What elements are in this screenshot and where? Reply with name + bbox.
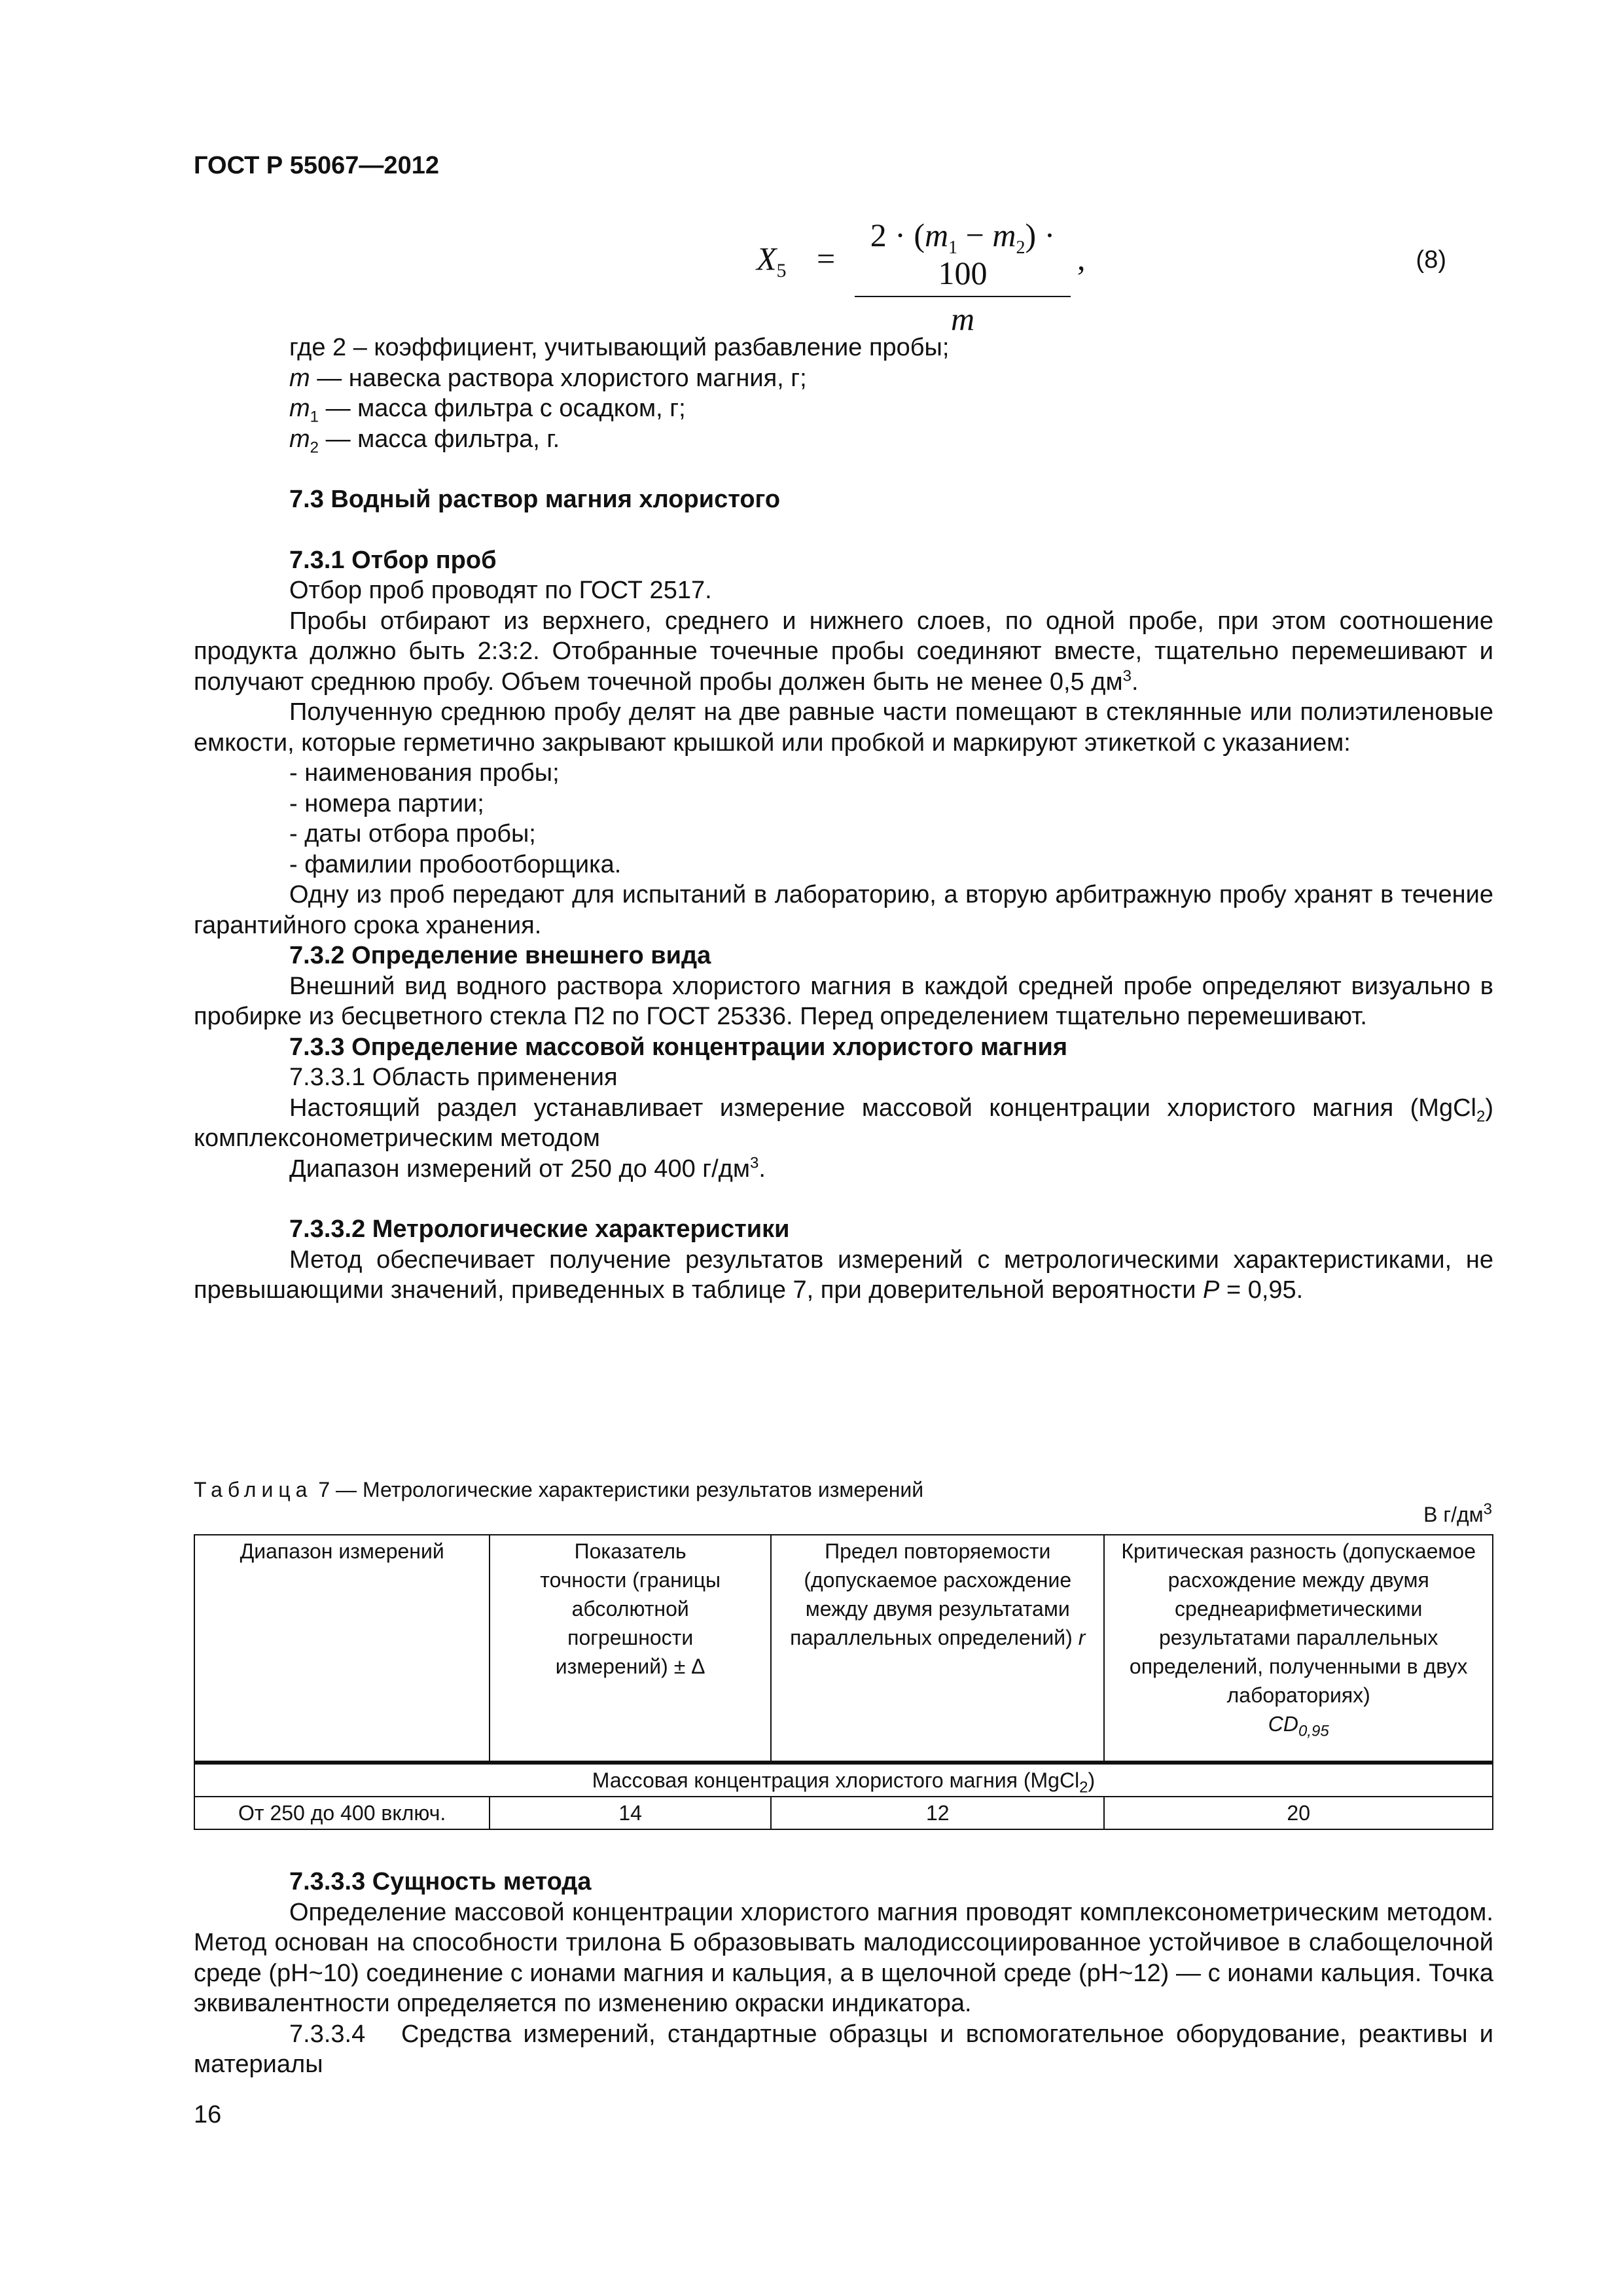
section-heading: 7.3.3.3 Сущность метода bbox=[289, 1868, 592, 1895]
section-heading: 7.3.1 Отбор проб bbox=[289, 546, 497, 574]
formula-equals: = bbox=[817, 240, 836, 277]
list-item: - номера партии; bbox=[289, 789, 484, 817]
header-accuracy: Показатель точности (границы абсолютной погрешности измерений) ± Δ bbox=[490, 1535, 771, 1763]
table-row bbox=[194, 1797, 1493, 1829]
header-repeatability: Предел повторяемости (допускаемое расхождение между двумя результатами параллельных определений) r bbox=[771, 1535, 1104, 1763]
paragraph: Пробы отбирают из верхнего, среднего и нижнего слоев, по одной пробе, при этом соотношение продукта должно быть 2:3:2. Отобранные точечные пробы соединяют вместе, тщательно перемешивают и получают среднюю пробу. Объем точечной пробы должен быть не менее 0,5 $дм^3$. bbox=[194, 607, 1493, 696]
cell-delta: 14 bbox=[490, 1797, 771, 1829]
section-heading: 7.3.3 Определение массовой концентрации хлористого магния bbox=[289, 1033, 1068, 1061]
formula-fraction bbox=[855, 216, 1071, 338]
table-caption: Таблица 7 — Метрологические характеристики результатов измерений bbox=[194, 1478, 924, 1501]
table-group-row bbox=[194, 1763, 1493, 1797]
section-heading: 7.3 Водный раствор магния хлористого bbox=[289, 486, 781, 513]
table-units: В $г/дм^3$ bbox=[1423, 1500, 1492, 1526]
paragraph: 7.3.3.4 Средства измерений, стандартные образцы и вспомогательное оборудование, реактивы и материалы bbox=[194, 2020, 1501, 2078]
main-text bbox=[194, 332, 1493, 1306]
where-line: $m_1$ — масса фильтра с осадком, г; bbox=[289, 395, 686, 426]
main-text-continued bbox=[194, 1867, 1501, 2080]
paragraph: Полученную среднюю пробу делят на две равные части помещают в стеклянные или полиэтиленовые емкости, которые герметично закрывают крышкой или пробкой и маркируют этикеткой с указанием: bbox=[194, 698, 1493, 757]
formula-numerator: $2 \cdot (m_1 - m_2) \cdot 100$ bbox=[855, 216, 1071, 297]
where-line: $m_2$ — масса фильтра, г. bbox=[289, 425, 560, 457]
header-critical-difference: Критическая разность (допускаемое расхождение между двумя среднеарифметическими результатами параллельных определений, полученными в двух лабораториях) $CD_{0,95}$ bbox=[1104, 1535, 1493, 1763]
where-line: где 2 – коэффициент, учитывающий разбавление пробы; bbox=[289, 334, 950, 361]
page-number: 16 bbox=[194, 2101, 222, 2128]
paragraph: Определение массовой концентрации хлористого магния проводят комплексонометрическим методом. Метод основан на способности трилона Б образовывать малодиссоциированное устойчивое в слабощелочной среде (pH~10) соединение с ионами магния и кальция, а в щелочной среде (pH~12) — с ионами кальция. Точка эквивалентности определяется по изменению окраски индикатора. bbox=[194, 1898, 1493, 2017]
paragraph: Настоящий раздел устанавливает измерение массовой концентрации хлористого магния (MgCl$_2$) комплексонометрическим методом bbox=[194, 1094, 1493, 1152]
paragraph: Внешний вид водного раствора хлористого магния в каждой средней пробе определяют визуально в пробирке из бесцветного стекла П2 по ГОСТ 25336. Перед определением тщательно перемешивают. bbox=[194, 972, 1493, 1030]
paragraph: Отбор проб проводят по ГОСТ 2517. bbox=[289, 577, 712, 604]
cell-r: 12 bbox=[771, 1797, 1104, 1829]
paragraph: Одну из проб передают для испытаний в лабораторию, а вторую арбитражную пробу хранят в течение гарантийного срока хранения. bbox=[194, 881, 1493, 939]
header-range: Диапазон измерений bbox=[194, 1535, 490, 1763]
section-heading: 7.3.2 Определение внешнего вида bbox=[289, 942, 711, 969]
list-item: - наименования пробы; bbox=[289, 759, 560, 787]
paragraph: Диапазон измерений от 250 до 400 $г/дм^3$. bbox=[289, 1153, 766, 1183]
list-item: - даты отбора пробы; bbox=[289, 820, 536, 848]
group-label: Массовая концентрация хлористого магния (MgCl$_2$) bbox=[194, 1763, 1493, 1797]
formula-number: (8) bbox=[1416, 246, 1446, 274]
table-header-row bbox=[194, 1535, 1493, 1763]
section-heading: 7.3.3.2 Метрологические характеристики bbox=[289, 1215, 790, 1243]
cell-range: От 250 до 400 включ. bbox=[194, 1797, 490, 1829]
cell-cd: 20 bbox=[1104, 1797, 1493, 1829]
document-page: ГОСТ Р 55067—2012 $X_5$ = $\frac{2 \cdot (m_1 - m_2) \cdot 100}{m}$ , (8) где 2 – коэффициент, учитывающий разбавление пробы; m — навеска раствора хлористого магния, г; $m_1$ — масса фильтра с осадком, г; $m_2$ — масса фильтра, г. 7.3 Водный раствор магния хлористого 7.3.1 Отбор проб Отбор проб проводят по ГОСТ 2517. Пробы отбирают из верхнего, среднего и нижнего слоев, по одной пробе, при этом соотношение продукта должно быть 2:3:2. Отобранные точечные пробы соединяют вместе, тщательно перемешивают и получают среднюю пробу. Объем точечной пробы должен быть не менее 0,5 $дм^3$. Полученную среднюю пробу делят на две равные части помещают в стеклянные или полиэтиленовые емкости, которые герметично закрывают крышкой или пробкой и маркируют этикеткой с указанием: - наименования пробы; - номера партии; - даты отбора пробы; - фамилии пробоотборщика. Одну из проб передают для испытаний в лабораторию, а вторую арбитражную пробу хранят в течение гарантийного срока хранения. 7.3.2 Определение внешнего вида Внешний вид водного раствора хлористого магния в каждой средней пробе определяют визуально в пробирке из бесцветного стекла П2 по ГОСТ 25336. Перед определением тщательно перемешивают. 7.3.3 Определение массовой концентрации хлористого магния 7.3.3.1 Область применения Настоящий раздел устанавливает измерение массовой концентрации хлористого магния (MgCl$_2$) комплексонометрическим методом Диапазон измерений от 250 до 400 $г/дм^3$. 7.3.3.2 Метрологические характеристики Метод обеспечивает получение результатов измерений с метрологическими характеристиками, не превышающими значений, приведенных в таблице 7, при доверительной вероятности P = 0,95. Таблица 7 — Метрологические характеристики результатов измерений В $г/дм^3$ Диапазон измерений Показатель точности (границы абсолютной погрешности измерений) ± Δ Предел повторяемости (допускаемое расхождение между двумя результатами параллельных определений) r Критическая разность (допускаемое расхождение между двумя среднеарифметическими результатами параллельных определений, полученными в двух лабораториях) $CD_{0,95}$ Массовая концентрация хлористого магния (MgCl$_2$) От 250 до 400 включ. 14 12 20 7.3.3.3 Сущность метода Определение массовой концентрации хлористого магния проводят комплексонометрическим методом. Метод основан на способности трилона Б образовывать малодиссоциированное устойчивое в слабощелочной среде (pH~10) соединение с ионами магния и кальция, а в щелочной среде (pH~12) — с ионами кальция. Точка эквивалентности определяется по изменению окраски индикатора. 7.3.3.4 Средства измерений, стандартные образцы и вспомогательное оборудование, реактивы и материалы 16 bbox=[194, 152, 1501, 2128]
where-line: m — навеска раствора хлористого магния, г; bbox=[289, 364, 807, 392]
paragraph: Метод обеспечивает получение результатов измерений с метрологическими характеристиками, не превышающими значений, приведенных в таблице 7, при доверительной вероятности P = 0,95. bbox=[194, 1246, 1493, 1304]
formula-lhs: $X_5$ bbox=[757, 240, 787, 281]
list-item: - фамилии пробоотборщика. bbox=[289, 850, 622, 878]
metrology-table bbox=[194, 1534, 1493, 1830]
formula-denominator: m bbox=[950, 300, 975, 337]
document-header: ГОСТ Р 55067—2012 bbox=[194, 152, 439, 179]
subsection-heading: 7.3.3.1 Область применения bbox=[289, 1064, 618, 1091]
